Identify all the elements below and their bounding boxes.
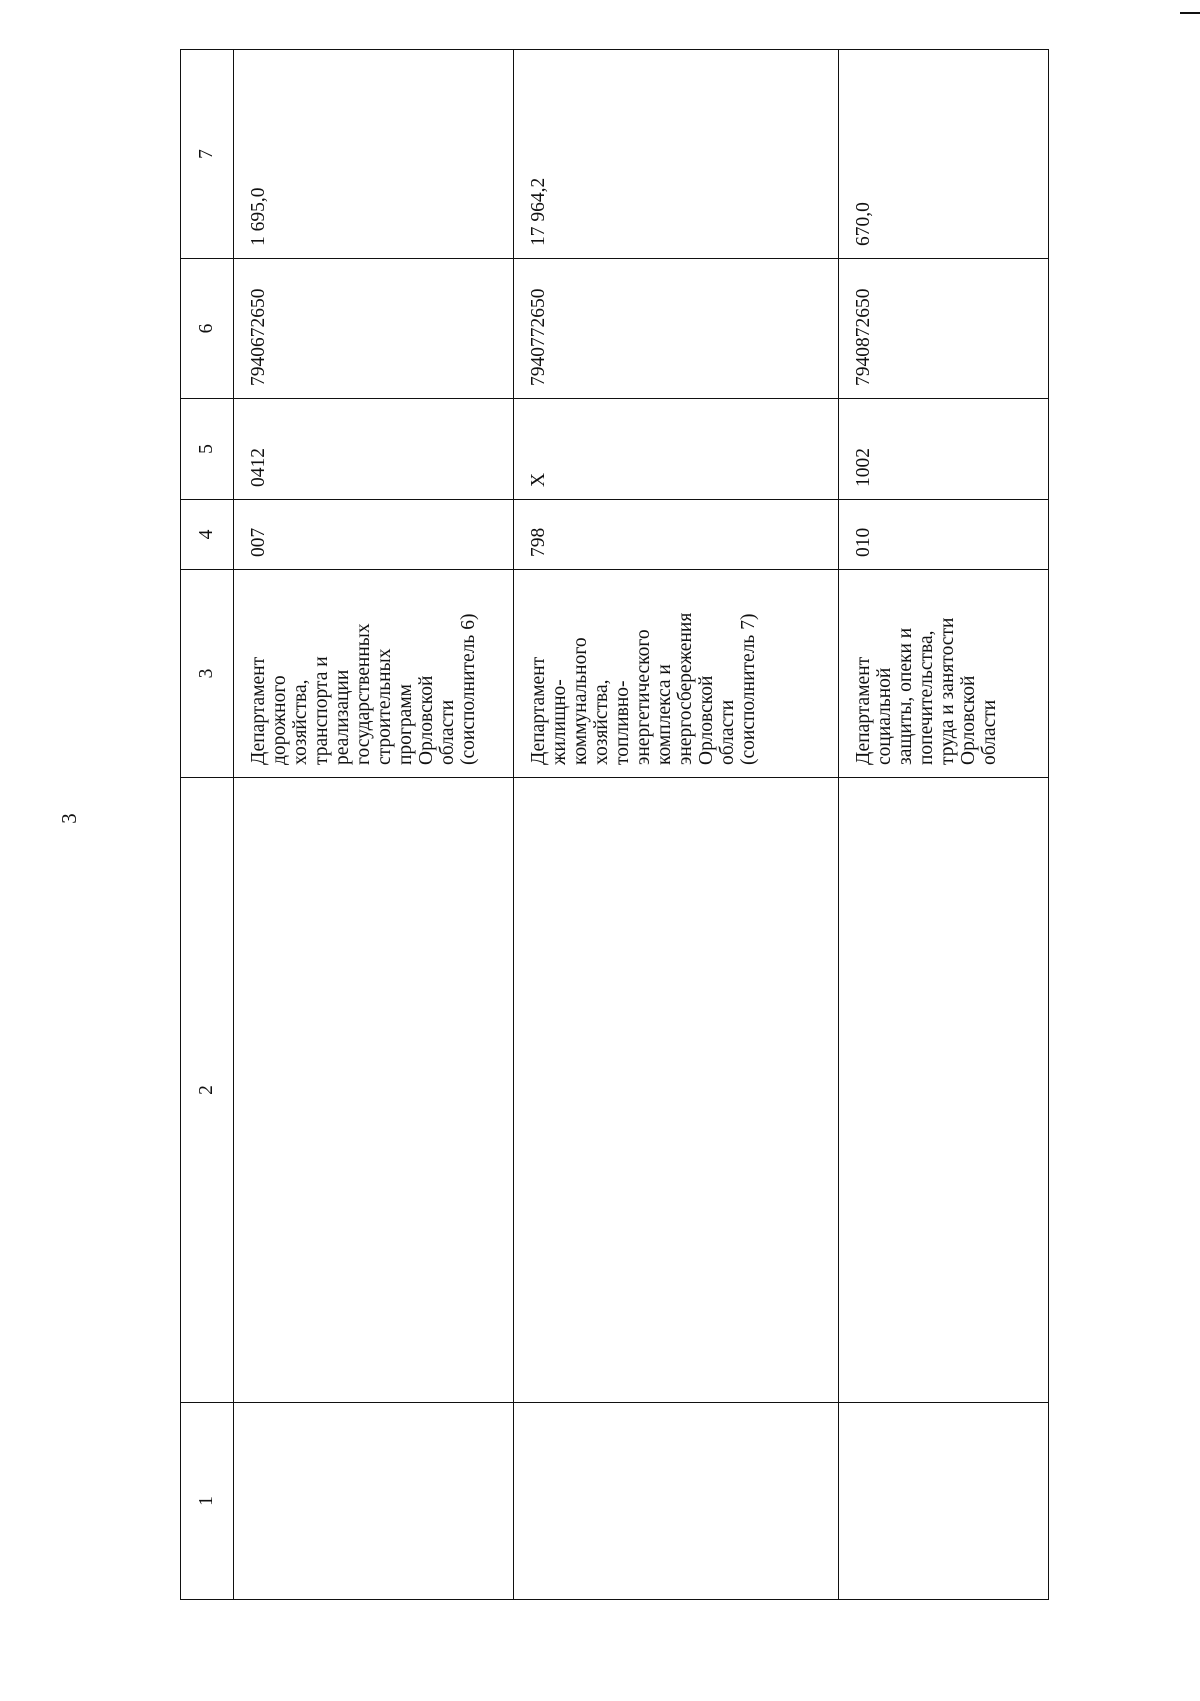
budget-table — [180, 49, 1049, 1600]
dept-line: Орловской — [416, 675, 438, 765]
dept-line: труда и занятости — [937, 617, 959, 765]
table-row — [514, 50, 839, 1600]
table-header-row — [181, 50, 234, 1600]
dept-line: Орловской — [696, 675, 718, 765]
header-cell: 1 — [181, 1403, 234, 1600]
dept-line: социальной — [874, 667, 896, 765]
table-row — [234, 50, 514, 1600]
cell-col2 — [234, 778, 514, 1403]
dept-line: энергосбережения — [675, 612, 697, 765]
cell-col5: 1002 — [839, 399, 1049, 500]
dept-line: государственных — [353, 623, 375, 765]
cell-department — [839, 570, 1049, 778]
dept-line: попечительства, — [916, 630, 938, 765]
cell-col4: 010 — [839, 500, 1049, 570]
table-row — [839, 50, 1049, 1600]
cell-col7: 1 695,0 — [234, 50, 514, 259]
page-number: 3 — [56, 813, 81, 824]
dept-line: Департамент — [853, 656, 874, 765]
dept-line: транспорта и — [311, 656, 333, 765]
cell-col7: 670,0 — [839, 50, 1049, 259]
header-cell: 7 — [181, 50, 234, 259]
dept-line: Орловской — [958, 675, 980, 765]
dept-line: топливно- — [612, 680, 634, 765]
dept-line: (соисполнитель 7) — [738, 613, 760, 765]
dept-line: энергетического — [633, 629, 655, 765]
dept-line: программ — [395, 683, 417, 765]
cell-col4: 007 — [234, 500, 514, 570]
cell-col4: 798 — [514, 500, 839, 570]
dept-line: строительных — [374, 648, 396, 765]
dept-line: области — [437, 699, 459, 765]
corner-mark — [1180, 12, 1200, 14]
cell-col5: 0412 — [234, 399, 514, 500]
header-cell: 4 — [181, 500, 234, 570]
dept-line: защиты, опеки и — [895, 627, 917, 765]
dept-line: комплекса и — [654, 664, 676, 765]
rotated-table-container — [180, 50, 1020, 1600]
cell-col7: 17 964,2 — [514, 50, 839, 259]
dept-line: дорожного — [269, 675, 291, 765]
dept-line: коммунального — [570, 637, 592, 765]
cell-col6: 7940672650 — [234, 259, 514, 399]
cell-col6: 7940772650 — [514, 259, 839, 399]
header-cell: 6 — [181, 259, 234, 399]
cell-col1 — [234, 1403, 514, 1600]
cell-col2 — [839, 778, 1049, 1403]
dept-line: реализации — [332, 669, 354, 765]
dept-line: жилищно- — [549, 679, 571, 765]
cell-col1 — [839, 1403, 1049, 1600]
cell-department — [514, 570, 839, 778]
cell-col5: Х — [514, 399, 839, 500]
cell-col1 — [514, 1403, 839, 1600]
dept-line: области — [717, 699, 739, 765]
cell-col6: 7940872650 — [839, 259, 1049, 399]
dept-line: области — [979, 699, 1001, 765]
cell-department — [234, 570, 514, 778]
header-cell: 2 — [181, 778, 234, 1403]
dept-line: хозяйства, — [290, 679, 312, 765]
dept-line: хозяйства, — [591, 679, 613, 765]
dept-line: Департамент — [528, 656, 549, 765]
dept-line: Департамент — [248, 656, 269, 765]
header-cell: 5 — [181, 399, 234, 500]
dept-line: (соисполнитель 6) — [458, 613, 480, 765]
cell-col2 — [514, 778, 839, 1403]
header-cell: 3 — [181, 570, 234, 778]
